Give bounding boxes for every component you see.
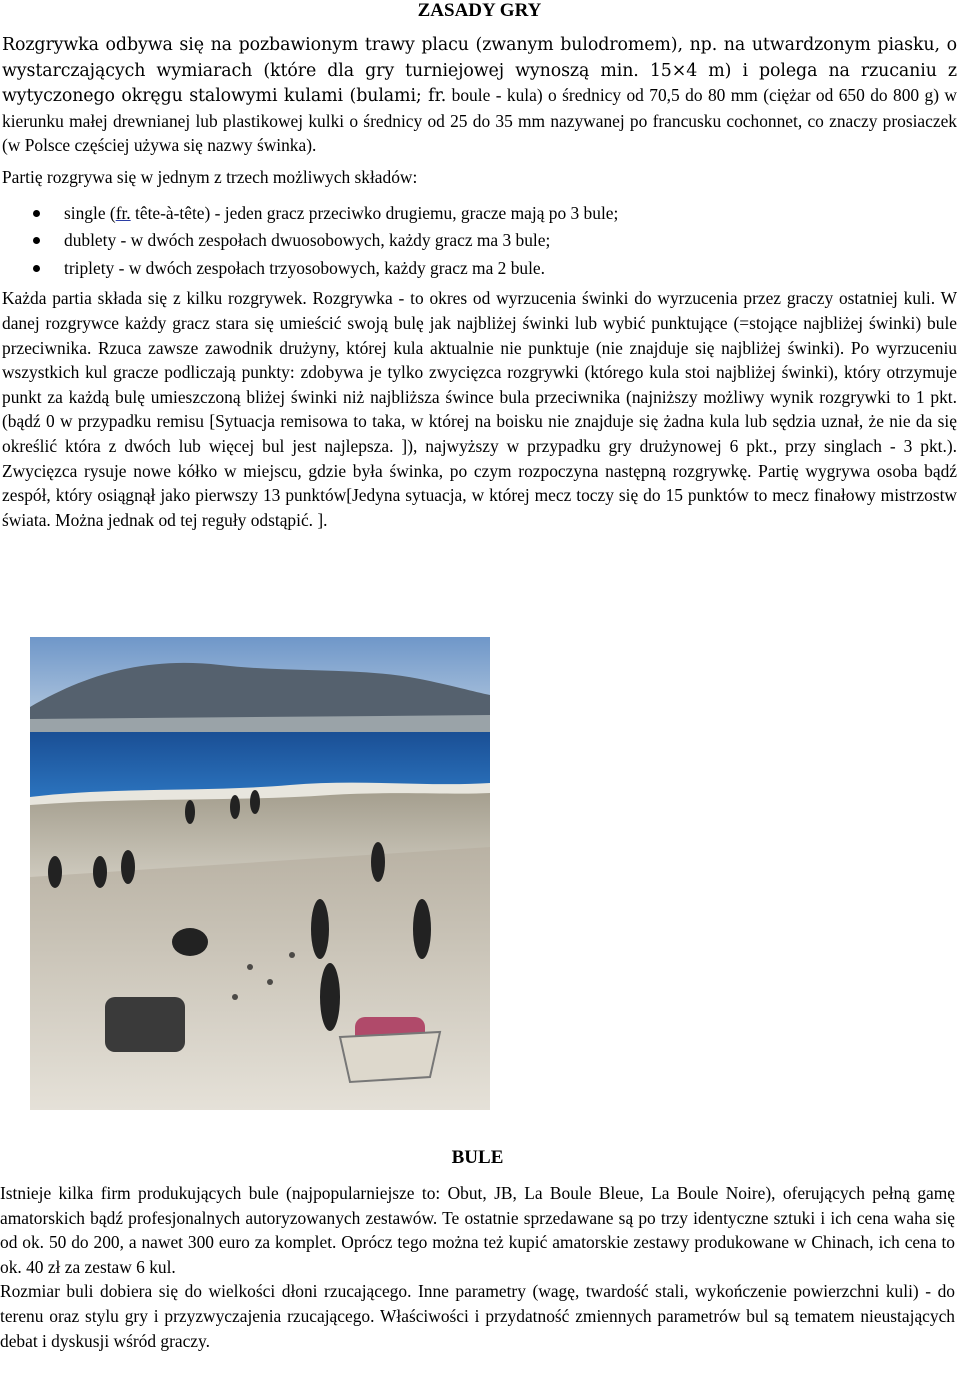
document-page <box>2 0 957 532</box>
footnote-text: Jedyna sytuacja, w której mecz toczy się do 15 punktów to mecz finałowy mistrzostw świata. Można jednak od tej reguły odstąpić. <box>2 485 957 530</box>
footnote-link[interactable]: ] <box>317 509 324 530</box>
footnote-link[interactable]: [ <box>346 485 353 506</box>
footnote-link[interactable]: [ <box>209 411 216 432</box>
lineup-list <box>2 200 957 283</box>
petanque-beach-photo <box>30 637 490 1110</box>
rules-paragraph <box>2 286 957 532</box>
list-item <box>64 200 957 228</box>
rules-text: . <box>323 509 328 530</box>
intro-text-part1: Rozgrywka odbywa się na pozbawionym trawy placu (zwanym bulodromem), np. na utwardzonym piasku, o wystarczających wymiarach (które dla gry turniejowej wynoszą min. 15×4 m) i polega na rzucaniu z wytyczonego okręgu stalowymi kulami (bulami; fr. <box>2 35 957 107</box>
lineup-text: dublety - w dwóch zespołach dwuosobowych, każdy gracz ma 3 bule; <box>64 230 551 251</box>
lineup-text: triplety - w dwóch zespołach trzyosobowych, każdy gracz ma 2 bule. <box>64 257 545 278</box>
bule-paragraph: Rozmiar buli dobiera się do wielkości dłoni rzucającego. Inne parametry (wagę, twardość stali, wykończenie powierzchni kuli) - do terenu oraz stylu gry i przyzwyczajenia rzucającego. Właściwości i przydatność zmiennych parametrów bul są tematem nieustających debat i dyskusji wśród graczy. <box>0 1281 955 1351</box>
intro-paragraph <box>2 32 957 158</box>
bullet-icon <box>33 265 40 272</box>
lineup-intro: Partię rozgrywa się w jednym z trzech możliwych składów: <box>2 166 418 187</box>
intro-text-part2: boule - kula) o średnicy od 70,5 do 80 mm (ciężar od 650 do 800 g) w kierunku małej drewnianej lub plastikowej kulki o średnicy od 25 do 35 mm nazywanej po francusku cochonnet, co znaczy prosiaczek (w Polsce częściej używa się nazwy świnka). <box>2 85 957 156</box>
list-item <box>64 227 957 255</box>
bullet-icon <box>33 237 40 244</box>
bule-paragraph: Istnieje kilka firm produkujących bule (najpopularniejsze to: Obut, JB, La Boule Bleue, La Boule Noire), oferujących pełną gamę amatorskich bądź profesjonalnych autoryzowanych zestawów. Te ostatnie sprzedawane są po trzy identyczne sztuki i ich cena waha się od ok. 50 do 200, a nawet 300 euro za komplet. Oprócz tego można też kupić amatorskie zestawy produkowane w Chinach, ich cena to ok. 40 zł za zestaw 6 kul. <box>0 1183 955 1277</box>
page-title: ZASADY GRY <box>417 0 542 21</box>
footnote-link[interactable]: ] <box>401 435 408 456</box>
list-item <box>64 255 957 283</box>
lineup-text: tête-à-tête) - jeden gracz przeciwko drugiemu, gracze mają po 3 bule; <box>130 202 619 223</box>
section-heading-bule: BULE <box>451 1147 504 1168</box>
fr-link[interactable]: fr. <box>115 202 131 223</box>
rules-text: Każda partia składa się z kilku rozgrywek. Rozgrywka - to okres od wyrzucenia świnki do wyrzucenia przez graczy ostatniej kuli. W danej rozgrywce każdy gracz stara się umieścić swoją bulę jak najbliżej świnki lub wybić punktujące (=stojące najbliżej świnki) bule przeciwnika. Rzuca zawsze zawodnik drużyny, której kula aktualnie nie punktuje (nie znajduje się najbliżej świnki). Po wyrzuceniu wszystkich kul gracze podliczają punkty: zdobywa je tylko zwycięzca rozgrywki (którego kula stoi najbliżej świnki), który otrzymuje punkt za każdą bulę umieszczoną bliżej świnki niż najbliższa śwince bula przeciwnika (najniższy możliwy wynik rozgrywki to 1 pkt. (bądź 0 w przypadku remisu <box>2 288 957 432</box>
bule-section <box>0 1181 955 1353</box>
footnote-text: Sytuacja remisowa to taka, w której na boisku nie znajduje się żadna kula lub sędzia uznał, że nie da się określić która z dwóch lub więcej bul jest najlepsza. <box>2 411 957 456</box>
rules-text: ), najwyższy w przypadku gry drużynowej 6 pkt., przy singlach - 3 pkt.). Zwycięzca rysuje nowe kółko w miejscu, gdzie była świnka, po czym rozpoczyna następną rozgrywkę. Partię wygrywa osoba bądź zespół, który osiągnął jako pierwszy 13 punktów <box>2 435 957 506</box>
photo-illustration <box>30 637 490 1110</box>
bullet-icon <box>33 210 40 217</box>
lineup-text: single ( <box>64 202 116 223</box>
